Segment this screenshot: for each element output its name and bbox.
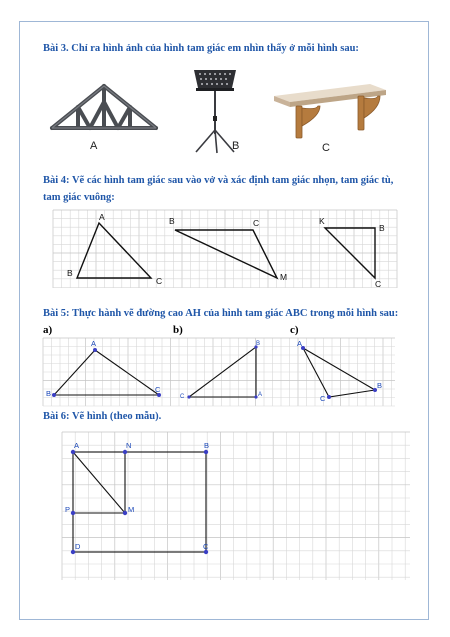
label5-b3: B <box>377 381 383 390</box>
caption-a: A <box>90 140 98 152</box>
wall-shelf-image <box>268 82 388 142</box>
label6-p: P <box>65 505 71 514</box>
section5-title: Bài 5: Thực hành vẽ đường cao AH của hình tam giác ABC trong mỗi hình sau: <box>43 308 399 319</box>
triangle-c <box>303 348 375 397</box>
label5-c3: C <box>320 394 326 403</box>
label-b2: B <box>169 216 175 226</box>
roof-truss-image <box>50 82 158 134</box>
triangle-grid-4 <box>53 210 397 288</box>
triangle-abc <box>77 223 151 278</box>
label6-m: M <box>128 505 135 514</box>
label5-b1: B <box>46 389 52 398</box>
label-c3: C <box>375 279 382 289</box>
label5-c2: C <box>180 394 185 400</box>
label-c: C <box>156 276 163 286</box>
label5-b2: B <box>256 341 261 347</box>
caption-b: B <box>232 140 240 152</box>
section3-title: Bài 3. Chỉ ra hình ảnh của hình tam giác em nhìn thấy ở mỗi hình sau: <box>43 43 359 54</box>
part-c-label: c) <box>290 324 299 336</box>
triangle-a <box>54 350 159 395</box>
rectangle-abcd <box>73 452 206 552</box>
label6-b: B <box>204 441 210 450</box>
label5-c1: C <box>155 385 161 394</box>
part-b-label: b) <box>173 324 183 336</box>
section6-title: Bài 6: Vẽ hình (theo mẫu). <box>43 411 162 422</box>
caption-c: C <box>322 142 330 154</box>
drawing-grid-6 <box>62 432 410 580</box>
label-a: A <box>99 212 105 222</box>
label-m: M <box>280 272 288 282</box>
altitude-grid-5 <box>43 338 395 406</box>
part-a-label: a) <box>43 324 53 336</box>
label6-c: C <box>203 542 209 551</box>
label6-n: N <box>126 441 132 450</box>
label5-a2: A <box>258 392 263 398</box>
label6-a: A <box>74 441 80 450</box>
label-k: K <box>319 216 325 226</box>
section4-title-line2: tam giác vuông: <box>43 192 115 203</box>
label-b3: B <box>379 223 385 233</box>
label-c2: C <box>253 218 260 228</box>
section4-title-line1: Bài 4: Vẽ các hình tam giác sau vào vở và xác định tam giác nhọn, tam giác tù, <box>43 175 394 186</box>
label-b: B <box>67 268 73 278</box>
label5-a3: A <box>297 339 303 348</box>
label6-d: D <box>75 542 81 551</box>
label5-a1: A <box>91 339 97 348</box>
